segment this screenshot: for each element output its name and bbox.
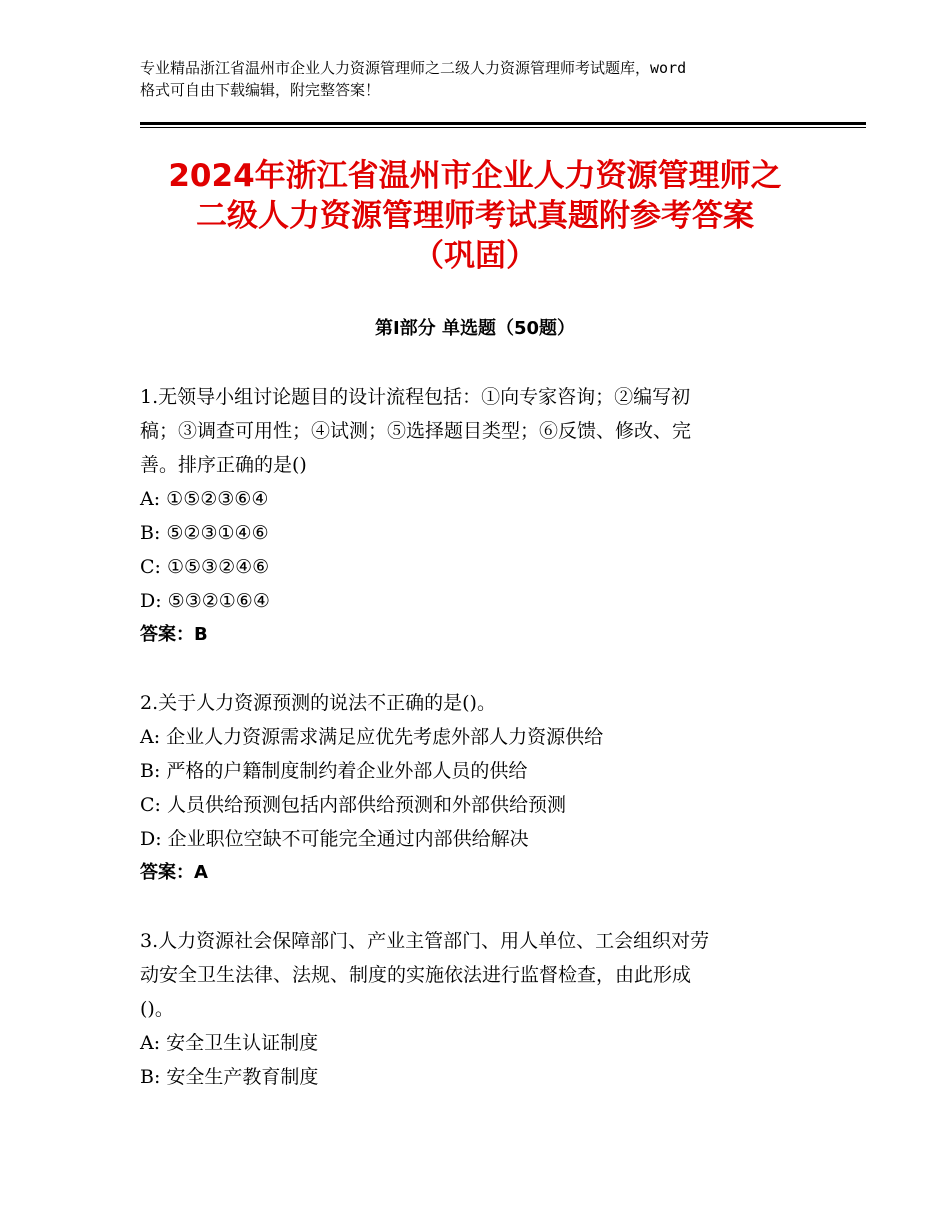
option-c: C: ①⑤③②④⑥ [140,556,270,578]
question-stem: 稿；③调查可用性；④试测；⑤选择题目类型；⑥反馈、修改、完 [140,420,692,442]
question-stem: 1.无领导小组讨论题目的设计流程包括：①向专家咨询；②编写初 [140,386,691,408]
option-a: A: ①⑤②③⑥④ [140,488,269,510]
option-c: C: 人员供给预测包括内部供给预测和外部供给预测 [140,794,566,816]
answer-label: 答案：A [140,862,208,883]
section-heading: 第Ⅰ部分 单选题（50题） [374,318,575,339]
header-note-line: 格式可自由下载编辑，附完整答案！ [140,81,381,99]
question-list [140,380,820,1094]
option-b: B: 安全生产教育制度 [140,1066,319,1088]
option-a: A: 企业人力资源需求满足应优先考虑外部人力资源供给 [140,726,604,748]
question-stem: ()。 [140,998,174,1020]
question-block [140,380,820,652]
question-stem: 善。排序正确的是() [140,454,307,476]
answer-label: 答案：B [140,624,208,645]
option-a: A: 安全卫生认证制度 [140,1032,319,1054]
title-line: 2024年浙江省温州市企业人力资源管理师之 [168,158,782,194]
question-block [140,924,820,1094]
title-line: 二级人力资源管理师考试真题附参考答案 [196,198,754,234]
question-stem: 动安全卫生法律、法规、制度的实施依法进行监督检查，由此形成 [140,964,692,986]
title-line: （巩固） [413,238,537,274]
option-b: B: ⑤②③①④⑥ [140,522,269,544]
question-stem: 2.关于人力资源预测的说法不正确的是()。 [140,692,496,714]
header-note [140,57,840,101]
document-title [110,156,840,276]
option-d: D: 企业职位空缺不可能完全通过内部供给解决 [140,828,529,850]
header-note-line: 专业精品浙江省温州市企业人力资源管理师之二级人力资源管理师考试题库，word [140,59,687,77]
header-divider-thin [140,127,866,128]
question-block [140,686,820,890]
option-b: B: 严格的户籍制度制约着企业外部人员的供给 [140,760,528,782]
header-divider [140,122,866,125]
option-d: D: ⑤③②①⑥④ [140,590,270,612]
question-stem: 3.人力资源社会保障部门、产业主管部门、用人单位、工会组织对劳 [140,930,710,952]
